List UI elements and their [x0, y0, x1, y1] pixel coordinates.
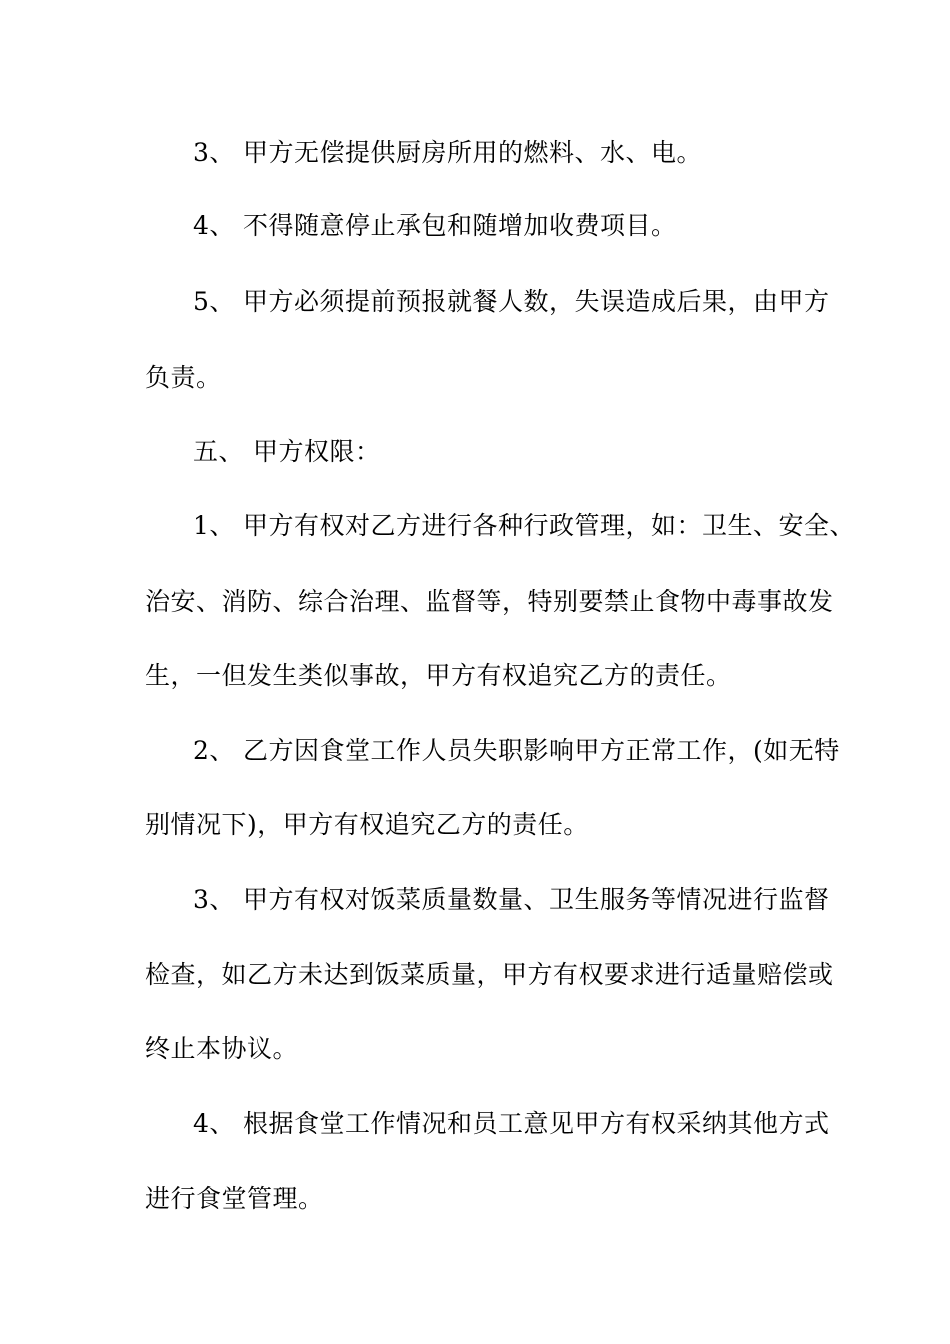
item-text: 生，一但发生类似事故，甲方有权追究乙方的责任。 [145, 661, 732, 690]
item-number: 4、 [193, 1109, 235, 1138]
item-5-report-diners [193, 287, 830, 317]
item-text: 根据食堂工作情况和员工意见甲方有权采纳其他方式 [243, 1109, 830, 1138]
section-five-heading [193, 437, 381, 467]
item-3-continuation-a [145, 960, 834, 990]
item-text: 检查，如乙方未达到饭菜质量，甲方有权要求进行适量赔偿或 [145, 960, 834, 989]
item-3-continuation-b [145, 1034, 298, 1064]
item-number: 4、 [193, 211, 235, 240]
item-2-continuation [145, 810, 589, 840]
item-1-continuation-a [145, 587, 834, 617]
item-number: 3、 [193, 138, 235, 167]
item-4-continuation [145, 1184, 324, 1214]
item-text: 不得随意停止承包和随增加收费项目。 [243, 211, 677, 240]
item-text: 治安、消防、综合治理、监督等，特别要禁止食物中毒事故发 [145, 587, 834, 616]
item-text: 甲方有权对乙方进行各种行政管理，如：卫生、安全、 [243, 511, 856, 540]
item-5-continuation [145, 363, 222, 393]
item-4-no-stop-contract [193, 211, 677, 241]
item-text: 甲方必须提前预报就餐人数，失误造成后果，由甲方 [243, 287, 830, 316]
item-text: 别情况下)，甲方有权追究乙方的责任。 [145, 810, 589, 839]
item-text: 甲方无偿提供厨房所用的燃料、水、电。 [243, 138, 703, 167]
item-number: 2、 [193, 736, 235, 765]
item-2-staff-negligence [193, 736, 840, 766]
item-text: 终止本协议。 [145, 1034, 299, 1063]
item-3-quality-supervision [193, 885, 830, 915]
item-1-admin-management [193, 511, 855, 541]
section-title: 甲方权限： [253, 437, 381, 466]
item-number: 1、 [193, 511, 235, 540]
item-1-continuation-b [145, 661, 732, 691]
section-number: 五、 [193, 437, 245, 466]
item-number: 5、 [193, 287, 235, 316]
item-text: 甲方有权对饭菜质量数量、卫生服务等情况进行监督 [243, 885, 830, 914]
item-3-fuel-water-power [193, 138, 702, 168]
item-text: 进行食堂管理。 [145, 1184, 324, 1213]
item-text: 负责。 [145, 363, 222, 392]
item-4-other-management [193, 1109, 830, 1139]
item-text: 乙方因食堂工作人员失职影响甲方正常工作，(如无特 [243, 736, 840, 765]
item-number: 3、 [193, 885, 235, 914]
